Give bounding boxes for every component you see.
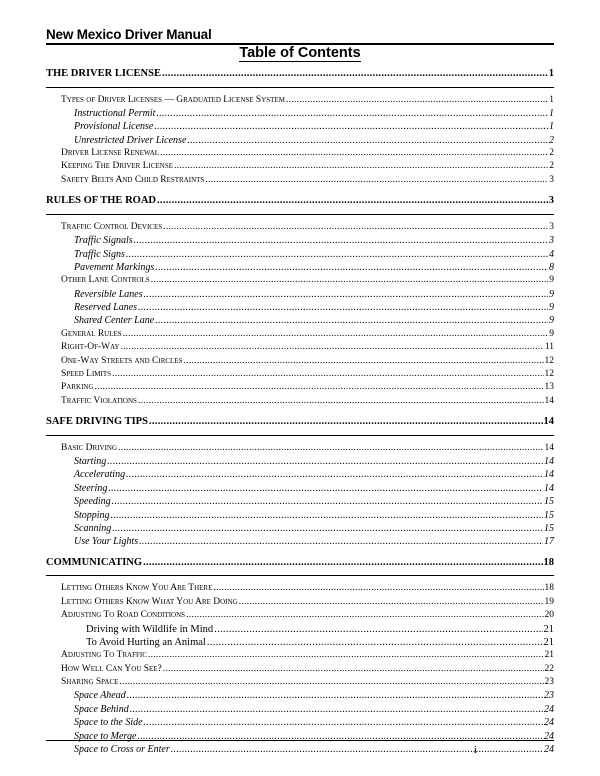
toc-entry[interactable] — [46, 174, 554, 187]
toc-title — [0, 45, 600, 61]
toc-entry-title: Accelerating — [74, 469, 126, 481]
toc-entry[interactable] — [46, 288, 554, 301]
toc-entry-title: Stopping — [74, 509, 110, 521]
toc-entry-page: 1 — [549, 94, 554, 105]
dot-leader — [118, 442, 543, 455]
dot-leader — [112, 522, 543, 535]
toc-entry-page: 12 — [544, 369, 554, 380]
toc-entry-title: Adjusting To Road Conditions — [61, 610, 186, 621]
section-rule — [46, 209, 554, 215]
toc-entry-title: Driving with Wildlife in Mind — [86, 623, 214, 635]
toc-entry[interactable] — [46, 609, 554, 622]
toc-entry-title: One-Way Streets and Circles — [61, 355, 183, 366]
toc-entry-page: 8 — [549, 261, 554, 273]
toc-entry[interactable] — [46, 94, 554, 107]
dot-leader — [95, 381, 544, 394]
toc-entry-page: 24 — [544, 730, 554, 742]
toc-entry-title: Space Behind — [74, 703, 129, 715]
toc-entry-title: Safety Belts And Child Restraints — [61, 174, 205, 185]
toc-entry[interactable] — [46, 341, 554, 354]
dot-leader — [112, 495, 543, 508]
toc-entry-page: 19 — [544, 596, 554, 607]
dot-leader — [154, 120, 548, 133]
dot-leader — [205, 174, 548, 187]
dot-leader — [143, 555, 542, 571]
toc-entry-title: How Well Can You See? — [61, 663, 162, 674]
toc-entry[interactable] — [46, 636, 554, 649]
toc-entry-page: 18 — [543, 556, 554, 568]
dot-leader — [138, 395, 544, 408]
dot-leader — [160, 147, 548, 160]
table-of-contents — [46, 66, 554, 756]
dot-leader — [123, 328, 549, 341]
toc-entry-page: 15 — [544, 509, 554, 521]
toc-entry[interactable] — [46, 120, 554, 133]
toc-entry-title: Right-Of-Way — [61, 342, 120, 353]
running-header: New Mexico Driver Manual — [46, 27, 212, 42]
toc-entry[interactable] — [46, 301, 554, 314]
toc-entry-page: 1 — [549, 107, 554, 119]
toc-entry-page: 14 — [544, 395, 554, 406]
toc-entry-title: Traffic Violations — [61, 395, 137, 406]
toc-section-entry[interactable] — [46, 414, 554, 430]
toc-entry[interactable] — [46, 582, 554, 595]
toc-entry-title: Types of Driver Licenses — Graduated License System — [61, 94, 285, 105]
dot-leader — [151, 274, 549, 287]
toc-entry[interactable] — [46, 649, 554, 662]
toc-entry-page: 14 — [544, 442, 554, 453]
toc-entry-page: 2 — [549, 148, 554, 159]
dot-leader — [187, 134, 548, 147]
toc-entry-title: Speeding — [74, 496, 111, 508]
toc-section-entry[interactable] — [46, 555, 554, 571]
toc-entry-page: 21 — [543, 636, 554, 648]
toc-entry-title: Speed Limits — [61, 369, 112, 380]
toc-entry[interactable] — [46, 442, 554, 455]
toc-entry-page: 4 — [549, 248, 554, 260]
toc-entry[interactable] — [46, 134, 554, 147]
dot-leader — [155, 314, 548, 327]
toc-entry-page: 23 — [544, 677, 554, 688]
toc-entry-page: 9 — [549, 302, 554, 314]
toc-entry[interactable] — [46, 509, 554, 522]
dot-leader — [121, 341, 544, 354]
dot-leader — [174, 160, 548, 173]
toc-entry-page: 21 — [543, 623, 554, 635]
toc-section-entry[interactable] — [46, 66, 554, 82]
toc-entry[interactable] — [46, 482, 554, 495]
toc-entry-page: 3 — [549, 235, 554, 247]
toc-entry-page: 24 — [544, 744, 554, 756]
dot-leader — [162, 66, 548, 82]
toc-entry-title: THE DRIVER LICENSE — [46, 68, 161, 79]
toc-entry[interactable] — [46, 160, 554, 173]
toc-entry[interactable] — [46, 535, 554, 548]
toc-entry-page: 20 — [544, 610, 554, 621]
toc-entry[interactable] — [46, 743, 554, 756]
toc-entry-title: Traffic Signs — [74, 248, 125, 260]
dot-leader — [137, 730, 543, 743]
toc-entry[interactable] — [46, 703, 554, 716]
toc-entry-page: 14 — [544, 469, 554, 481]
toc-entry-title: Unrestricted Driver License — [74, 134, 187, 146]
toc-entry-title: Letting Others Know You Are There — [61, 583, 213, 594]
toc-entry-title: General Rules — [61, 328, 122, 339]
dot-leader — [155, 261, 548, 274]
toc-entry-page: 24 — [544, 703, 554, 715]
dot-leader — [163, 221, 548, 234]
toc-entry-title: Traffic Control Devices — [61, 221, 163, 232]
toc-entry-title: RULES OF THE ROAD — [46, 195, 156, 207]
toc-entry[interactable] — [46, 730, 554, 743]
toc-entry-page: 2 — [549, 161, 554, 172]
dot-leader — [183, 355, 543, 368]
dot-leader — [130, 703, 543, 716]
toc-entry[interactable] — [46, 107, 554, 120]
toc-entry-title: Traffic Signals — [74, 235, 133, 247]
toc-entry-title: Letting Others Know What You Are Doing — [61, 596, 238, 607]
toc-entry-page: 9 — [549, 275, 554, 286]
page-number: i — [474, 744, 478, 756]
toc-entry-page: 11 — [544, 342, 554, 353]
toc-entry-page: 17 — [544, 536, 554, 548]
toc-entry[interactable] — [46, 495, 554, 508]
dot-leader — [286, 94, 548, 107]
toc-entry-title: SAFE DRIVING TIPS — [46, 416, 148, 428]
toc-entry-page: 9 — [549, 328, 554, 339]
toc-entry-title: Reserved Lanes — [74, 302, 138, 314]
toc-entry-page: 14 — [543, 416, 554, 428]
toc-entry[interactable] — [46, 261, 554, 274]
dot-leader — [144, 288, 548, 301]
toc-entry-page: 18 — [544, 583, 554, 594]
toc-entry-title: Sharing Space — [61, 677, 119, 688]
dot-leader — [112, 368, 543, 381]
toc-section-entry[interactable] — [46, 193, 554, 209]
dot-leader — [186, 609, 543, 622]
toc-entry-page: 3 — [548, 195, 554, 207]
section-rule — [46, 430, 554, 436]
dot-leader — [148, 649, 544, 662]
toc-entry-page: 21 — [544, 650, 554, 661]
toc-entry-title: Space Ahead — [74, 690, 126, 702]
dot-leader — [157, 193, 548, 209]
toc-entry[interactable] — [46, 355, 554, 368]
dot-leader — [213, 582, 543, 595]
toc-entry[interactable] — [46, 314, 554, 327]
toc-entry-title: Scanning — [74, 523, 112, 535]
toc-entry[interactable] — [46, 596, 554, 609]
dot-leader — [171, 743, 543, 756]
toc-entry-title: Other Lane Controls — [61, 275, 150, 286]
toc-entry-page: 13 — [544, 382, 554, 393]
toc-entry-page: 24 — [544, 717, 554, 729]
dot-leader — [239, 596, 544, 609]
dot-leader — [163, 663, 544, 676]
toc-entry-title: Pavement Markings — [74, 261, 155, 273]
dot-leader — [119, 676, 543, 689]
dot-leader — [149, 414, 543, 430]
toc-entry[interactable] — [46, 676, 554, 689]
toc-entry-title: Reversible Lanes — [74, 288, 143, 300]
section-rule — [46, 82, 554, 88]
toc-entry-page: 15 — [544, 496, 554, 508]
dot-leader — [108, 482, 543, 495]
toc-entry[interactable] — [46, 381, 554, 394]
dot-leader — [138, 301, 548, 314]
toc-entry[interactable] — [46, 455, 554, 468]
dot-leader — [127, 689, 543, 702]
toc-entry-title: Keeping The Driver License — [61, 161, 173, 172]
toc-entry-title: Adjusting To Traffic — [61, 650, 147, 661]
toc-entry[interactable] — [46, 147, 554, 160]
toc-entry-title: Driver License Renewal — [61, 148, 160, 159]
toc-entry-page: 14 — [544, 482, 554, 494]
toc-entry-page: 1 — [549, 121, 554, 133]
toc-entry-page: 9 — [549, 288, 554, 300]
toc-entry-page: 9 — [549, 315, 554, 327]
toc-entry-title: To Avoid Hurting an Animal — [86, 636, 206, 648]
toc-entry-title: Provisional License — [74, 121, 154, 133]
toc-entry-page: 15 — [544, 523, 554, 535]
toc-entry[interactable] — [46, 368, 554, 381]
toc-entry[interactable] — [46, 395, 554, 408]
dot-leader — [107, 455, 543, 468]
dot-leader — [134, 234, 548, 247]
dot-leader — [111, 509, 543, 522]
section-rule — [46, 570, 554, 576]
toc-entry-title: Steering — [74, 482, 108, 494]
toc-entry-title: Space to Merge — [74, 730, 137, 742]
dot-leader — [156, 107, 548, 120]
toc-entry[interactable] — [46, 522, 554, 535]
toc-entry-page: 2 — [549, 134, 554, 146]
toc-entry[interactable] — [46, 328, 554, 341]
dot-leader — [126, 248, 548, 261]
toc-entry-title: Shared Center Lane — [74, 315, 155, 327]
toc-entry-page: 12 — [544, 355, 554, 366]
toc-entry-page: 3 — [549, 174, 554, 185]
toc-entry[interactable] — [46, 689, 554, 702]
toc-entry-title: Use Your Lights — [74, 536, 139, 548]
toc-entry[interactable] — [46, 623, 554, 636]
toc-entry[interactable] — [46, 716, 554, 729]
toc-entry-title: Space to the Side — [74, 717, 143, 729]
dot-leader — [207, 636, 543, 649]
toc-entry-page: 14 — [544, 456, 554, 468]
toc-entry[interactable] — [46, 234, 554, 247]
toc-entry-page: 22 — [544, 663, 554, 674]
toc-entry[interactable] — [46, 663, 554, 676]
dot-leader — [214, 623, 542, 636]
dot-leader — [126, 468, 543, 481]
toc-entry-page: 3 — [549, 221, 554, 232]
footer-rule — [46, 740, 554, 741]
dot-leader — [139, 535, 543, 548]
toc-entry-title: Basic Driving — [61, 442, 118, 453]
toc-title-text: Table of Contents — [239, 45, 361, 61]
toc-entry[interactable] — [46, 274, 554, 287]
toc-entry-title: Instructional Permit — [74, 107, 156, 119]
toc-entry-title: Parking — [61, 382, 94, 393]
toc-entry[interactable] — [46, 468, 554, 481]
toc-entry-title: COMMUNICATING — [46, 556, 143, 568]
toc-entry-title: Starting — [74, 456, 107, 468]
toc-entry-page: 23 — [544, 690, 554, 702]
toc-entry[interactable] — [46, 221, 554, 234]
toc-entry[interactable] — [46, 248, 554, 261]
dot-leader — [144, 716, 543, 729]
toc-entry-page: 1 — [548, 68, 554, 79]
toc-entry-title: Space to Cross or Enter — [74, 744, 170, 756]
